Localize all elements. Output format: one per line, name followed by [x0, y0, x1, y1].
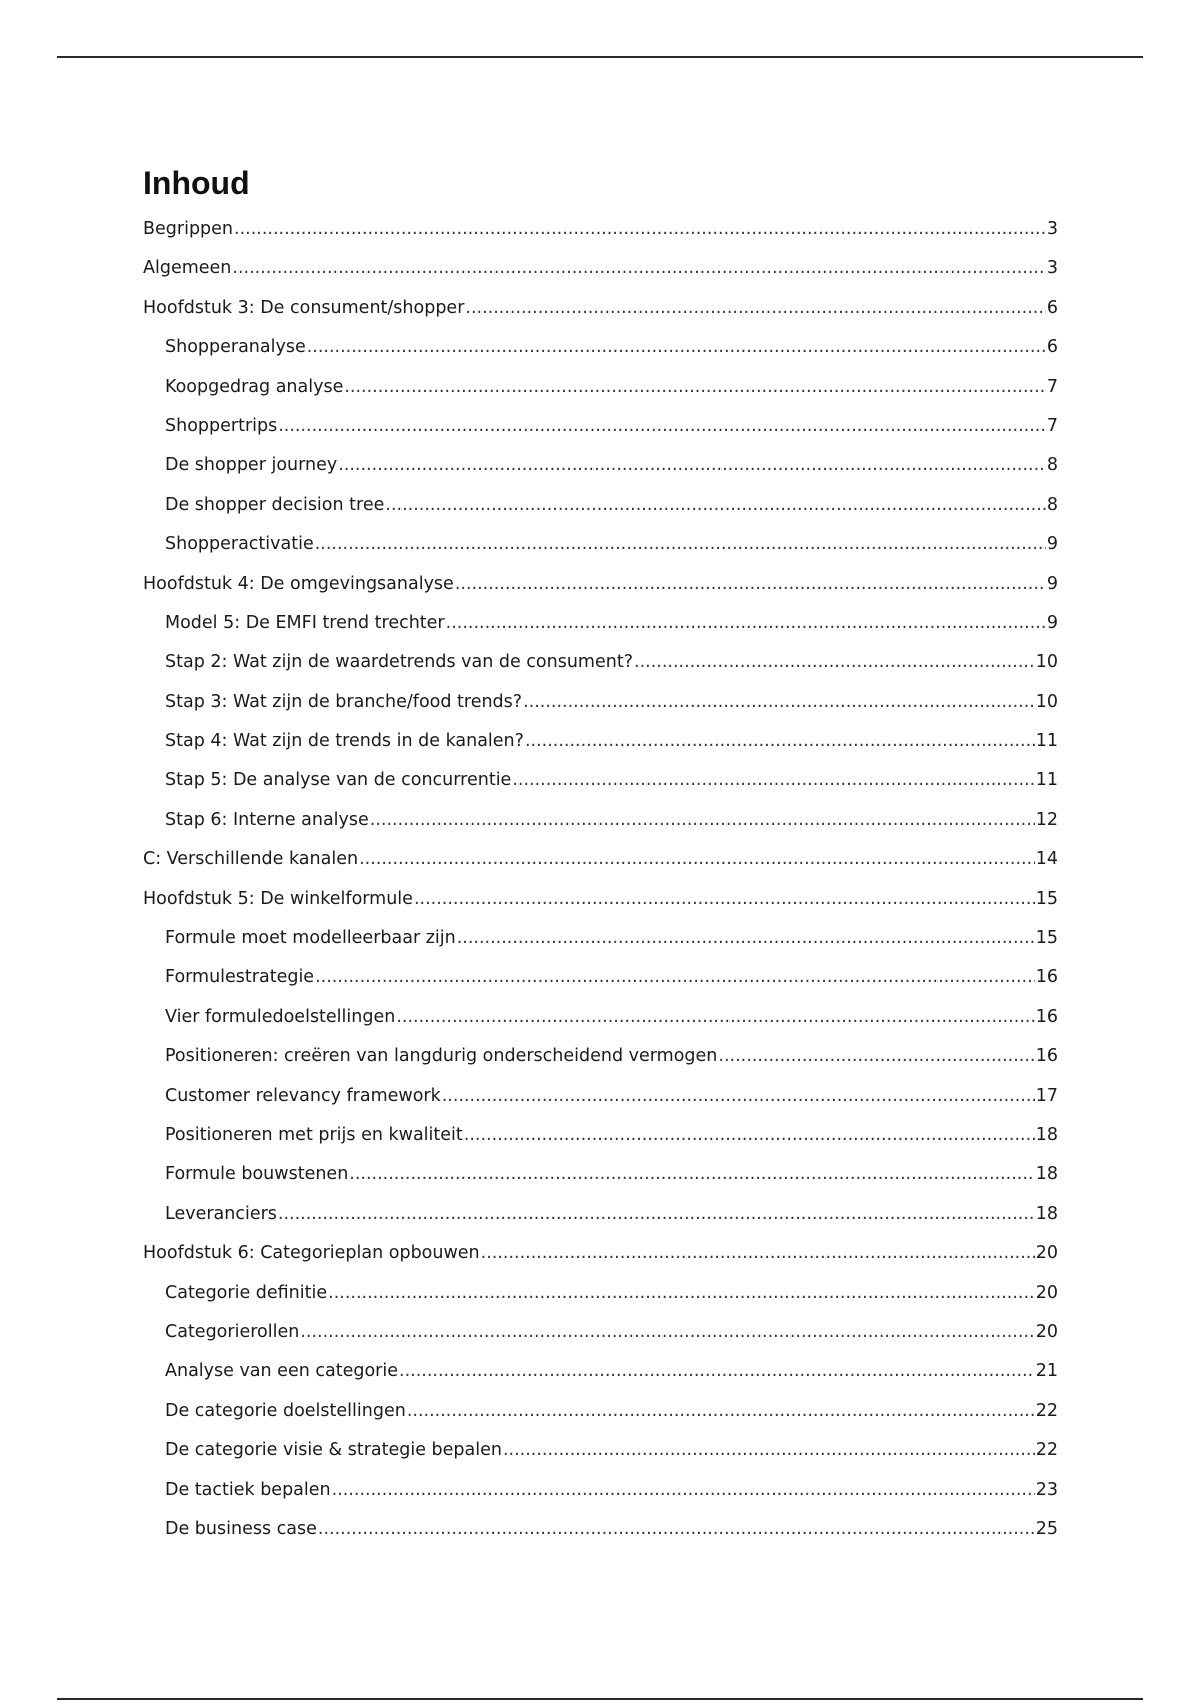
toc-page-number: 16	[1035, 1006, 1058, 1027]
toc-page-number: 8	[1046, 455, 1058, 476]
toc-dot-leader	[455, 574, 1046, 594]
toc-page-number: 22	[1035, 1400, 1058, 1421]
toc-entry-label: C: Verschillende kanalen	[143, 849, 359, 870]
table-of-contents	[143, 219, 1058, 1558]
toc-dot-leader	[503, 1440, 1035, 1460]
toc-entry[interactable]	[143, 416, 1058, 455]
toc-entry[interactable]	[143, 770, 1058, 809]
toc-entry-label: De shopper decision tree	[165, 494, 385, 515]
toc-entry-label: Algemeen	[143, 258, 232, 279]
toc-entry-label: Shopperactivatie	[165, 534, 314, 555]
toc-page-number: 20	[1035, 1243, 1058, 1264]
toc-entry[interactable]	[143, 1046, 1058, 1085]
toc-page-number: 15	[1035, 928, 1058, 949]
toc-entry-label: Model 5: De EMFI trend trechter	[165, 612, 445, 633]
toc-entry[interactable]	[143, 534, 1058, 573]
toc-page-number: 18	[1035, 1164, 1058, 1185]
toc-entry-label: Categorie definitie	[165, 1282, 328, 1303]
toc-dot-leader	[359, 849, 1035, 869]
toc-dot-leader	[525, 731, 1035, 751]
toc-entry[interactable]	[143, 298, 1058, 337]
toc-page-number: 16	[1035, 1046, 1058, 1067]
toc-page-number: 9	[1046, 573, 1058, 594]
toc-dot-leader	[399, 1361, 1035, 1381]
toc-dot-leader	[234, 219, 1046, 239]
toc-entry[interactable]	[143, 731, 1058, 770]
toc-dot-leader	[307, 337, 1046, 357]
toc-page-number: 22	[1035, 1440, 1058, 1461]
toc-dot-leader	[300, 1322, 1034, 1342]
toc-page-number: 3	[1046, 219, 1058, 239]
toc-entry[interactable]	[143, 1480, 1058, 1519]
toc-entry[interactable]	[143, 1401, 1058, 1440]
toc-entry[interactable]	[143, 928, 1058, 967]
toc-page-number: 12	[1035, 809, 1058, 830]
toc-entry-label: Stap 3: Wat zijn de branche/food trends?	[165, 691, 523, 712]
toc-dot-leader	[349, 1164, 1034, 1184]
toc-entry[interactable]	[143, 219, 1058, 258]
toc-page-number: 15	[1035, 888, 1058, 909]
toc-entry[interactable]	[143, 889, 1058, 928]
toc-dot-leader	[446, 613, 1046, 633]
toc-entry-label: Shopperanalyse	[165, 337, 306, 358]
toc-page-number: 14	[1035, 849, 1058, 870]
toc-entry[interactable]	[143, 1322, 1058, 1361]
toc-page-number: 3	[1046, 258, 1058, 279]
toc-entry-label: Stap 4: Wat zijn de trends in de kanalen?	[165, 731, 524, 752]
toc-page-number: 16	[1035, 967, 1058, 988]
toc-entry[interactable]	[143, 1243, 1058, 1282]
toc-page-number: 6	[1046, 297, 1058, 318]
toc-dot-leader	[407, 1401, 1035, 1421]
toc-dot-leader	[414, 889, 1035, 909]
toc-page-number: 10	[1035, 652, 1058, 673]
toc-entry[interactable]	[143, 849, 1058, 888]
toc-entry[interactable]	[143, 574, 1058, 613]
toc-entry-label: Categorierollen	[165, 1321, 300, 1342]
toc-entry[interactable]	[143, 967, 1058, 1006]
toc-dot-leader	[338, 455, 1046, 475]
toc-entry-label: Formule moet modelleerbaar zijn	[165, 928, 456, 949]
toc-page-number: 8	[1046, 494, 1058, 515]
toc-page-number: 10	[1035, 691, 1058, 712]
toc-entry-label: Begrippen	[143, 219, 234, 239]
toc-page-number: 23	[1035, 1479, 1058, 1500]
toc-entry[interactable]	[143, 1086, 1058, 1125]
toc-entry-label: De shopper journey	[165, 455, 338, 476]
toc-entry[interactable]	[143, 692, 1058, 731]
toc-entry[interactable]	[143, 1007, 1058, 1046]
toc-dot-leader	[278, 416, 1046, 436]
toc-entry[interactable]	[143, 1164, 1058, 1203]
toc-dot-leader	[718, 1046, 1034, 1066]
toc-title: Inhoud	[143, 165, 250, 201]
toc-entry-label: Customer relevancy framework	[165, 1085, 441, 1106]
toc-page-number: 21	[1035, 1361, 1058, 1382]
toc-dot-leader	[315, 534, 1046, 554]
toc-page-number: 9	[1046, 534, 1058, 555]
toc-entry[interactable]	[143, 652, 1058, 691]
toc-entry-label: Formule bouwstenen	[165, 1164, 349, 1185]
toc-dot-leader	[332, 1480, 1035, 1500]
toc-dot-leader	[328, 1283, 1035, 1303]
toc-dot-leader	[634, 652, 1035, 672]
toc-entry-label: Analyse van een categorie	[165, 1361, 398, 1382]
toc-dot-leader	[344, 377, 1046, 397]
toc-dot-leader	[232, 258, 1045, 278]
toc-entry[interactable]	[143, 377, 1058, 416]
toc-entry[interactable]	[143, 1361, 1058, 1400]
toc-entry[interactable]	[143, 495, 1058, 534]
toc-entry[interactable]	[143, 810, 1058, 849]
toc-entry[interactable]	[143, 613, 1058, 652]
toc-entry[interactable]	[143, 1204, 1058, 1243]
toc-dot-leader	[523, 692, 1035, 712]
toc-dot-leader	[396, 1007, 1034, 1027]
header-rule	[57, 56, 1143, 58]
toc-entry-label: Stap 6: Interne analyse	[165, 809, 369, 830]
toc-entry-label: Hoofdstuk 6: Categorieplan opbouwen	[143, 1243, 480, 1264]
toc-page-number: 6	[1046, 337, 1058, 358]
toc-entry[interactable]	[143, 455, 1058, 494]
toc-page-number: 17	[1035, 1085, 1058, 1106]
toc-dot-leader	[481, 1243, 1035, 1263]
toc-entry-label: Positioneren: creëren van langdurig onderscheidend vermogen	[165, 1046, 718, 1067]
toc-entry-label: Stap 2: Wat zijn de waardetrends van de consument?	[165, 652, 633, 673]
toc-dot-leader	[457, 928, 1035, 948]
toc-page-number: 20	[1035, 1282, 1058, 1303]
toc-entry-label: Hoofdstuk 5: De winkelformule	[143, 888, 413, 909]
toc-entry-label: Koopgedrag analyse	[165, 376, 344, 397]
toc-page-number: 18	[1035, 1124, 1058, 1145]
toc-page-number: 7	[1046, 376, 1058, 397]
toc-dot-leader	[370, 810, 1035, 830]
toc-dot-leader	[442, 1086, 1035, 1106]
toc-page-number: 25	[1035, 1518, 1058, 1539]
toc-dot-leader	[385, 495, 1045, 515]
toc-dot-leader	[315, 967, 1035, 987]
toc-dot-leader	[318, 1519, 1035, 1539]
toc-page-number: 11	[1035, 770, 1058, 791]
toc-entry-label: Hoofdstuk 3: De consument/shopper	[143, 297, 465, 318]
toc-entry[interactable]	[143, 1125, 1058, 1164]
toc-entry-label: De categorie visie & strategie bepalen	[165, 1440, 502, 1461]
toc-dot-leader	[464, 1125, 1035, 1145]
toc-entry-label: Shoppertrips	[165, 415, 278, 436]
toc-entry[interactable]	[143, 1440, 1058, 1479]
toc-dot-leader	[512, 770, 1034, 790]
toc-entry-label: Vier formuledoelstellingen	[165, 1006, 396, 1027]
toc-page-number: 18	[1035, 1203, 1058, 1224]
toc-page-number: 9	[1046, 612, 1058, 633]
toc-entry-label: Stap 5: De analyse van de concurrentie	[165, 770, 512, 791]
toc-entry[interactable]	[143, 1519, 1058, 1558]
toc-entry[interactable]	[143, 337, 1058, 376]
toc-dot-leader	[465, 298, 1045, 318]
toc-page-number: 20	[1035, 1321, 1058, 1342]
toc-entry-label: Leveranciers	[165, 1203, 277, 1224]
toc-entry-label: Positioneren met prijs en kwaliteit	[165, 1124, 463, 1145]
toc-entry-label: De tactiek bepalen	[165, 1479, 331, 1500]
toc-entry-label: De business case	[165, 1518, 317, 1539]
toc-page-number: 11	[1035, 731, 1058, 752]
toc-entry[interactable]	[143, 1283, 1058, 1322]
toc-entry[interactable]	[143, 258, 1058, 297]
toc-entry-label: Formulestrategie	[165, 967, 315, 988]
toc-entry-label: De categorie doelstellingen	[165, 1400, 406, 1421]
toc-dot-leader	[278, 1204, 1035, 1224]
toc-entry-label: Hoofdstuk 4: De omgevingsanalyse	[143, 573, 454, 594]
toc-page-number: 7	[1046, 415, 1058, 436]
